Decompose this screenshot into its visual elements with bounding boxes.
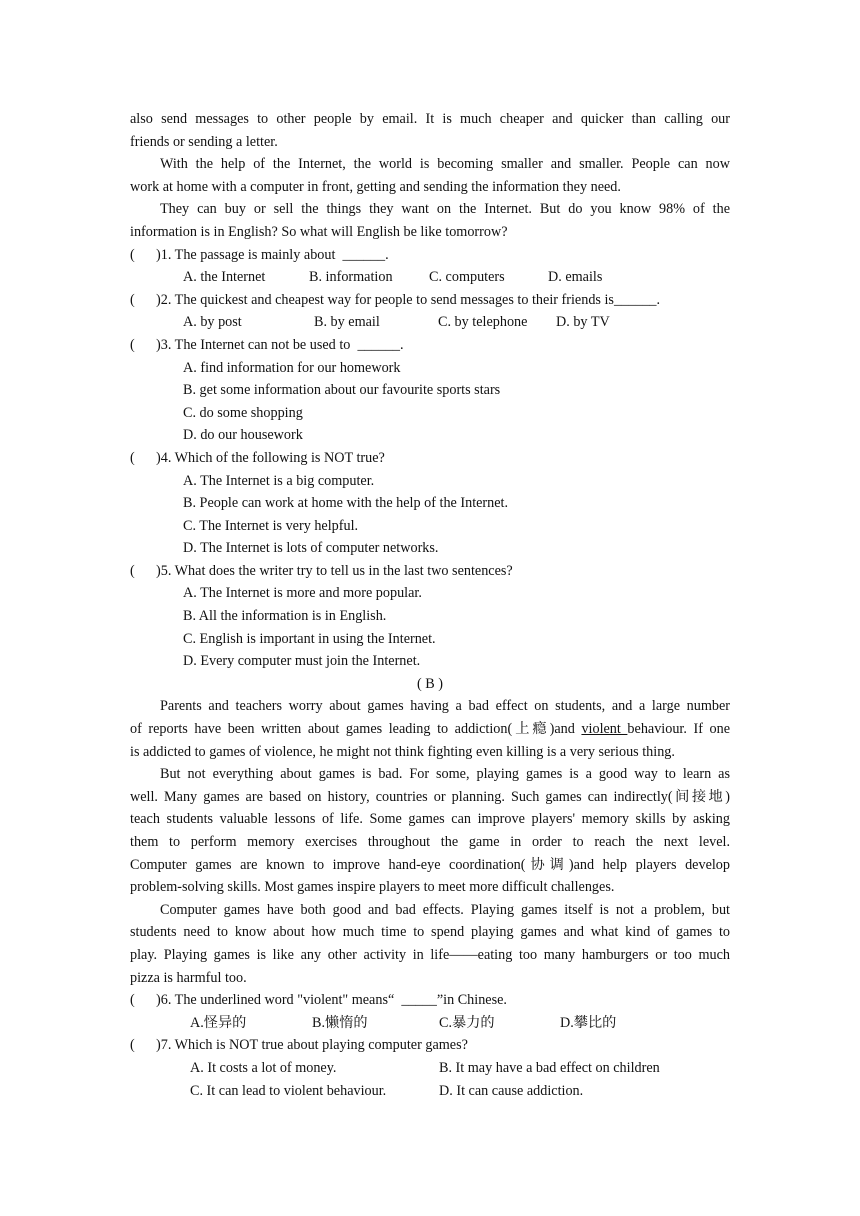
passage-b-text: teach students valuable lessons of life. Some games can improve players' memory skills by asking (130, 811, 730, 828)
passage-b-text: students need to know about how much time to spend playing games and what kind of games to (130, 924, 730, 941)
option-c[interactable]: C. by telephone (438, 314, 528, 331)
option-b[interactable]: B. get some information about our favourite sports stars (183, 382, 501, 399)
question-5: ( )5. What does the writer try to tell us in the last two sentences? (130, 562, 513, 579)
option-c[interactable]: C. computers (429, 269, 505, 286)
passage-b-text (130, 718, 730, 741)
option-b[interactable]: B. by email (314, 314, 380, 331)
option-d[interactable]: D. It can cause addiction. (439, 1082, 584, 1099)
passage-a-text: work at home with a computer in front, getting and sending the information they need. (130, 178, 621, 195)
passage-b-text: Computer games have both good and bad effects. Playing games itself is not a problem, but (160, 901, 730, 918)
option-b[interactable]: B.懒惰的 (312, 1014, 368, 1031)
passage-b-text: problem-solving skills. Most games inspire players to meet more difficult challenges. (130, 879, 615, 896)
passage-b-text: them to perform memory exercises throughout the game in order to reach the next level. (130, 834, 730, 850)
question-1-options (130, 266, 730, 289)
passage-b-text: well. Many games are based on history, countries or planning. Such games can indirectly(间接地) (130, 788, 730, 805)
question-7-options-row-2 (130, 1080, 730, 1103)
option-c[interactable]: C. The Internet is very helpful. (183, 517, 359, 534)
option-d[interactable]: D. do our housework (183, 427, 303, 444)
passage-a-text: also send messages to other people by email. It is much cheaper and quicker than calling our (130, 111, 730, 127)
document-page (130, 108, 730, 1102)
question-3: ( )3. The Internet can not be used to ______. (130, 336, 404, 353)
option-c[interactable]: C. It can lead to violent behaviour. (190, 1082, 387, 1099)
option-a[interactable]: A. The Internet is a big computer. (183, 472, 375, 489)
passage-b-text: Parents and teachers worry about games having a bad effect on students, and a large number (160, 698, 730, 715)
passage-b-text: Computer games are known to improve hand-eye coordination(协调)and help players develop (130, 856, 730, 873)
question-4: ( )4. Which of the following is NOT true? (130, 449, 385, 466)
question-2: ( )2. The quickest and cheapest way for people to send messages to their friends is______. (130, 291, 661, 308)
passage-b-text: play. Playing games is like any other activity in life——eating too many hamburgers or too much (130, 946, 730, 963)
passage-a-text: information is in English? So what will English be like tomorrow? (130, 223, 508, 240)
option-a[interactable]: A. The Internet is more and more popular. (183, 585, 422, 602)
option-a[interactable]: A. It costs a lot of money. (190, 1059, 337, 1076)
passage-b-fragment: behaviour. If one (627, 721, 730, 738)
option-d[interactable]: D. The Internet is lots of computer networks. (183, 540, 439, 557)
underlined-word: violent (581, 721, 628, 738)
option-a[interactable]: A.怪异的 (190, 1014, 247, 1031)
question-7-options-row-1 (130, 1057, 730, 1080)
option-d[interactable]: D. by TV (556, 314, 610, 331)
passage-a-text: friends or sending a letter. (130, 133, 278, 150)
option-b[interactable]: B. It may have a bad effect on children (439, 1059, 660, 1076)
option-a[interactable]: A. by post (183, 314, 242, 331)
question-6: ( )6. The underlined word "violent" means“ _____”in Chinese. (130, 992, 507, 1009)
option-d[interactable]: D. emails (548, 269, 603, 286)
option-c[interactable]: C. English is important in using the Internet. (183, 630, 436, 647)
section-b-heading: ( B ) (416, 675, 443, 692)
passage-a-text: They can buy or sell the things they want on the Internet. But do you know 98% of the (160, 201, 730, 218)
passage-a-text: With the help of the Internet, the world is becoming smaller and smaller. People can now (160, 156, 730, 173)
question-1: ( )1. The passage is mainly about ______. (130, 246, 389, 263)
passage-b-text: is addicted to games of violence, he might not think fighting even killing is a very serious thing. (130, 743, 675, 760)
option-a[interactable]: A. the Internet (183, 269, 266, 286)
option-b[interactable]: B. information (309, 269, 393, 286)
passage-b-text: But not everything about games is bad. For some, playing games is a good way to learn as (160, 766, 730, 783)
passage-b-fragment: of reports have been written about games leading to addiction(上瘾)and (130, 721, 582, 738)
option-c[interactable]: C. do some shopping (183, 404, 303, 421)
option-d[interactable]: D. Every computer must join the Internet. (183, 653, 421, 670)
option-b[interactable]: B. All the information is in English. (183, 608, 387, 625)
passage-b-text: pizza is harmful too. (130, 969, 247, 986)
question-7: ( )7. Which is NOT true about playing computer games? (130, 1037, 468, 1054)
question-2-options (130, 311, 730, 334)
option-a[interactable]: A. find information for our homework (183, 359, 401, 376)
option-b[interactable]: B. People can work at home with the help of the Internet. (183, 495, 509, 512)
question-6-options (130, 1012, 730, 1035)
option-d[interactable]: D.攀比的 (560, 1014, 617, 1031)
option-c[interactable]: C.暴力的 (439, 1014, 495, 1031)
